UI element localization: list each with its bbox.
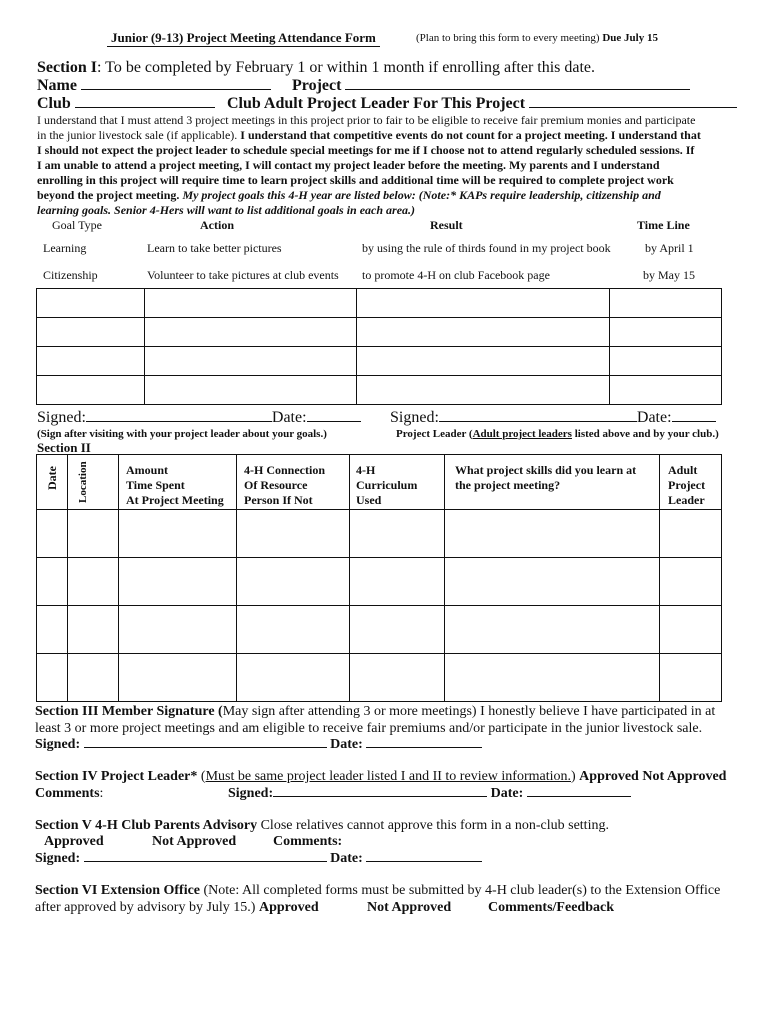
sign-note-member: (Sign after visiting with your project leader about your goals.) <box>37 428 327 440</box>
agreement-line: in the junior livestock sale (if applicable). I understand that competitive events do not count for a project meeting. I understand that <box>37 128 701 142</box>
advisory-not-approved-option[interactable]: Not Approved <box>152 834 237 849</box>
table-cell[interactable] <box>37 510 68 558</box>
office-approved-option[interactable]: Approved <box>259 900 319 915</box>
section4-heading: Section IV Project Leader* (Must be same project leader listed I and II to review information.) Approved Not Approved <box>35 769 727 784</box>
table-cell[interactable] <box>145 347 357 376</box>
goal-result-cell: by using the rule of thirds found in my project book <box>362 241 611 255</box>
sign-note-leader: Project Leader (Adult project leaders listed above and by your club.) <box>396 428 719 440</box>
table-cell[interactable] <box>68 558 119 606</box>
table-cell[interactable] <box>37 558 68 606</box>
table-row <box>37 558 722 606</box>
table-cell[interactable] <box>37 289 145 318</box>
goal-type-header: Goal Type <box>52 218 102 232</box>
table-row <box>37 606 722 654</box>
form-note: (Plan to bring this form to every meeting) Due July 15 <box>416 32 658 44</box>
leader-goal-signature[interactable]: Signed: Date: <box>390 409 716 427</box>
result-header: Result <box>430 218 463 232</box>
curriculum-column-label: 4-H Curriculum Used <box>356 463 418 507</box>
agreement-line: I am unable to attend a project meeting, I will contact my project leader before the meeting. My parents and I understand <box>37 158 660 172</box>
goals-table <box>36 288 722 405</box>
table-row <box>37 510 722 558</box>
goal-type-cell: Citizenship <box>43 268 98 282</box>
table-cell[interactable] <box>68 510 119 558</box>
table-cell[interactable] <box>68 654 119 702</box>
table-cell[interactable] <box>237 510 350 558</box>
member-goal-signature[interactable]: Signed: Date: <box>37 409 361 427</box>
amount-column-label: Amount Time Spent At Project Meeting <box>126 463 224 507</box>
table-cell[interactable] <box>357 347 610 376</box>
section3-text: Section III Member Signature (May sign after attending 3 or more meetings) I honestly believe I have participated in at <box>35 704 716 719</box>
skills-column-label: What project skills did you learn at the project meeting? <box>455 463 637 492</box>
table-cell[interactable] <box>237 606 350 654</box>
goal-action-cell: Volunteer to take pictures at club events <box>147 268 339 282</box>
advisory-signature-line[interactable]: Signed: Date: <box>35 851 482 867</box>
office-not-approved-option[interactable]: Not Approved <box>367 900 452 915</box>
table-cell[interactable] <box>119 606 237 654</box>
table-cell[interactable] <box>119 654 237 702</box>
table-cell[interactable] <box>610 318 722 347</box>
table-cell[interactable] <box>660 510 722 558</box>
connection-column-label: 4-H Connection Of Resource Person If Not <box>244 463 325 507</box>
table-cell[interactable] <box>445 558 660 606</box>
adult-leader-field[interactable]: Club Adult Project Leader For This Project <box>227 95 737 113</box>
table-cell[interactable] <box>660 654 722 702</box>
table-cell[interactable] <box>68 606 119 654</box>
leader-comments-label: Comments: <box>35 786 104 801</box>
leader-signature-line[interactable]: Signed: Date: <box>228 786 631 802</box>
form-title: Junior (9-13) Project Meeting Attendance Form <box>107 30 380 47</box>
agreement-line: I understand that I must attend 3 project meetings in this project prior to fair to be eligible to receive fair premium monies and participate <box>37 113 696 127</box>
project-field[interactable]: Project <box>292 77 690 95</box>
table-cell[interactable] <box>610 347 722 376</box>
table-cell[interactable] <box>350 558 445 606</box>
table-cell[interactable] <box>37 347 145 376</box>
section5-heading: Section V 4-H Club Parents Advisory Close relatives cannot approve this form in a non-club setting. <box>35 818 609 833</box>
member-signature-line[interactable]: Signed: Date: <box>35 737 482 753</box>
agreement-line: enrolling in this project will require time to learn project skills and additional time will be required to complete project work <box>37 173 674 187</box>
table-cell[interactable] <box>660 606 722 654</box>
table-cell[interactable] <box>145 318 357 347</box>
table-cell[interactable] <box>145 289 357 318</box>
goal-type-cell: Learning <box>43 241 87 255</box>
section3-text: least 3 or more project meetings and am eligible to receive fair premiums and/or participate in the junior livestock sale. <box>35 721 703 736</box>
agreement-line: beyond the project meeting. My project goals this 4-H year are listed below: (Note:* KAPs require leadership, citizenship and <box>37 188 661 202</box>
section2-heading: Section II <box>37 440 91 455</box>
table-cell[interactable] <box>37 376 145 405</box>
table-row <box>37 318 722 347</box>
table-row <box>37 347 722 376</box>
date-column-label: Date <box>45 466 59 490</box>
goal-time-cell: by May 15 <box>643 268 695 282</box>
table-cell[interactable] <box>610 376 722 405</box>
table-cell[interactable] <box>145 376 357 405</box>
time-line-header: Time Line <box>637 218 690 232</box>
section6-text: after approved by advisory by July 15.) <box>35 900 256 915</box>
table-cell[interactable] <box>350 510 445 558</box>
table-cell[interactable] <box>610 289 722 318</box>
goal-action-cell: Learn to take better pictures <box>147 241 282 255</box>
table-cell[interactable] <box>119 558 237 606</box>
table-cell[interactable] <box>357 318 610 347</box>
table-cell[interactable] <box>350 606 445 654</box>
action-header: Action <box>200 218 234 232</box>
table-cell[interactable] <box>357 376 610 405</box>
agreement-line: learning goals. Senior 4-Hers will want to list additional goals in each area.) <box>37 203 416 217</box>
section1-heading: Section I: To be completed by February 1 or within 1 month if enrolling after this date. <box>37 59 596 76</box>
table-row <box>37 654 722 702</box>
table-row <box>37 376 722 405</box>
location-column-label: Location <box>77 461 89 503</box>
table-cell[interactable] <box>119 510 237 558</box>
leader-not-approved-option[interactable]: Not Approved <box>642 769 727 784</box>
table-cell[interactable] <box>445 510 660 558</box>
office-comments-label: Comments/Feedback <box>488 900 614 915</box>
section6-heading: Section VI Extension Office (Note: All completed forms must be submitted by 4-H club leader(s) to the Extension Office <box>35 883 721 898</box>
name-field[interactable]: Name <box>37 77 271 95</box>
table-cell[interactable] <box>37 318 145 347</box>
table-cell[interactable] <box>445 654 660 702</box>
table-cell[interactable] <box>237 654 350 702</box>
goal-result-cell: to promote 4-H on club Facebook page <box>362 268 550 282</box>
table-cell[interactable] <box>237 558 350 606</box>
table-row <box>37 289 722 318</box>
table-cell[interactable] <box>445 606 660 654</box>
table-cell[interactable] <box>37 606 68 654</box>
leader-approved-option[interactable]: Approved <box>579 769 639 784</box>
table-cell[interactable] <box>660 558 722 606</box>
header-cell-location <box>68 455 119 510</box>
table-cell[interactable] <box>357 289 610 318</box>
club-field[interactable]: Club <box>37 95 215 113</box>
leader-column-label: Adult Project Leader <box>668 463 706 507</box>
advisory-comments-label: Comments: <box>273 834 343 849</box>
goal-time-cell: by April 1 <box>645 241 694 255</box>
agreement-line: I should not expect the project leader to schedule special meetings for me if I choose not to attend regularly scheduled sessions. If <box>37 143 695 157</box>
advisory-approved-option[interactable]: Approved <box>44 834 104 849</box>
table-cell[interactable] <box>37 654 68 702</box>
table-cell[interactable] <box>350 654 445 702</box>
